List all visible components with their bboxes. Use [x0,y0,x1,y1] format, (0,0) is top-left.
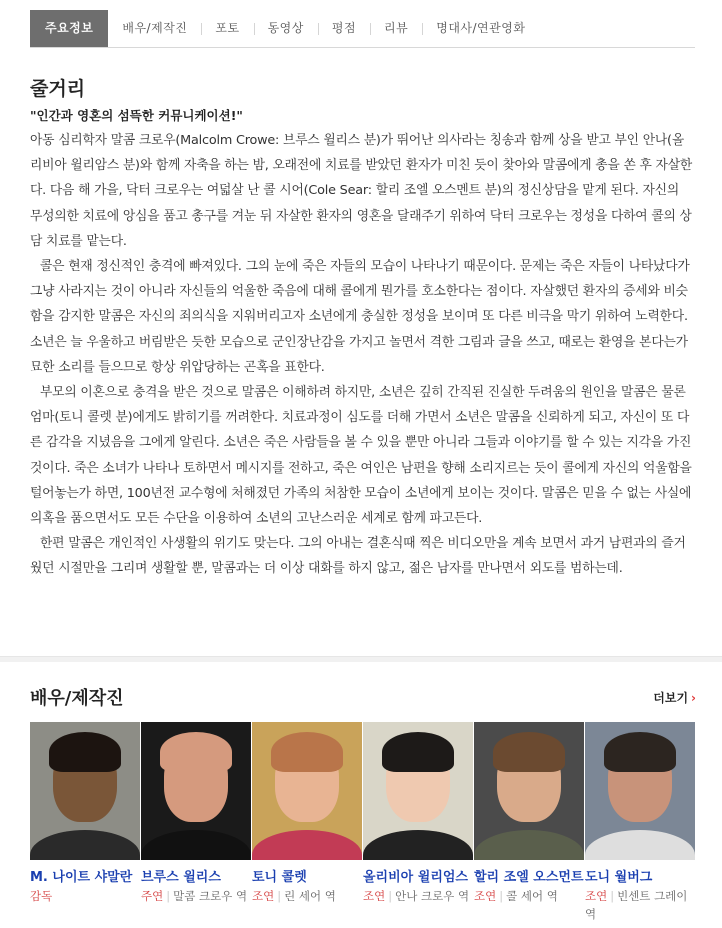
tab-video[interactable]: 동영상 [254,10,318,47]
tab-main-info[interactable]: 주요정보 [30,10,108,47]
role-separator: | [388,889,393,903]
synopsis-tagline: "인간과 영혼의 섬뜩한 커뮤니케이션!" [30,108,243,123]
portrait-hair [382,732,454,772]
cast-role [585,887,695,923]
synopsis-paragraph: 한편 말콤은 개인적인 사생활의 위기도 맞는다. 그의 아내는 결혼식때 찍은 비디오만을 계속 보면서 과거 남편과의 즐거웠던 시절만을 그리며 생활할 뿐, 말콤과는 더 이상 대화를 하지 않고, 젊은 남자를 만나면서 외도를 범하는데. [30,536,686,577]
synopsis-body [30,128,695,582]
cast-role-character: 말콤 크로우 역 [173,889,248,903]
cast-role [30,887,140,905]
cast-role-character: 빈센트 그레이 역 [585,889,688,921]
portrait-shoulders [474,830,584,860]
cast-photo[interactable] [363,722,473,860]
cast-card[interactable] [585,722,695,923]
cast-role-type: 감독 [30,889,53,903]
cast-name[interactable]: 할리 조엘 오스먼트 [474,870,584,885]
portrait-shoulders [30,830,140,860]
cast-card[interactable] [30,722,140,923]
cast-photo[interactable] [141,722,251,860]
cast-role-character: 콜 세어 역 [506,889,558,903]
cast-role [363,887,473,905]
portrait-hair [271,732,343,772]
role-separator: | [610,889,615,903]
cast-name[interactable]: 올리비아 윌리엄스 [363,870,468,885]
cast-role-type: 주연 [141,889,164,903]
cast-photo[interactable] [30,722,140,860]
section-divider [0,656,722,662]
tab-bar [30,10,695,48]
portrait-hair [160,732,232,772]
chevron-right-icon: › [691,691,696,705]
cast-card[interactable] [474,722,584,923]
cast-role-type: 조연 [585,889,608,903]
cast-photo[interactable] [585,722,695,860]
cast-name[interactable]: 도니 월버그 [585,870,653,885]
tab-rating[interactable]: 평점 [318,10,370,47]
cast-name[interactable]: 토니 콜렛 [252,870,307,885]
cast-role-type: 조연 [252,889,275,903]
portrait-shoulders [585,830,695,860]
synopsis-paragraph: 콜은 현재 정신적인 충격에 빠져있다. 그의 눈에 죽은 자들의 모습이 나타나기 때문이다. 문제는 죽은 자들이 나타났다가 그냥 사라지는 것이 아니라 자신들의 억울한 죽음에 대해 콜에게 뭔가를 호소한다는 점이다. 자살했던 환자의 증세와 비슷함을 감지한 말콤은 자신의 죄의식을 지워버리고자 소년에게 충실한 정성을 보이며 또 다른 비극을 막기 위하여 노력한다. 소년은 늘 우울하고 버림받은 듯한 모습으로 군인장난감을 가지고 놀면서 격한 그림과 글을 쓰고, 때로는 환영을 본다는가 묘한 소리를 들으므로 항상 위압당하는 곤혹을 표한다. [30,259,690,375]
cast-role-character: 린 세어 역 [284,889,336,903]
cast-card[interactable] [363,722,473,923]
role-separator: | [499,889,504,903]
portrait-shoulders [141,830,251,860]
synopsis-paragraph: 부모의 이혼으로 충격을 받은 것으로 말콤은 이해하려 하지만, 소년은 깊히 간직된 진실한 두려움의 원인을 말콤은 물론 엄마(토니 콜렛 분)에게도 밝히기를 꺼려한다. 치료과정이 심도를 더해 가면서 소년은 말콤을 신뢰하게 되고, 자신이 또 다른 감각을 지녔음을 그에게 알린다. 소년은 죽은 사람들을 볼 수 있을 뿐만 아니라 그들과 이야기를 할 수 있는 지각을 가진 것이다. 죽은 소녀가 나타나 토하면서 메시지를 전하고, 죽은 여인은 남편을 향해 소리지르는 듯이 콜에게 자신의 억울함을 털어놓는가 하면, 100년전 교수형에 처해졌던 가족의 처참한 모습이 소년에게 보이는 것이다. 말콤은 믿을 수 없는 사실에 의혹을 품으면서도 모든 수단을 이용하여 소년의 고난스러운 세계로 함께 파고든다. [30,385,692,527]
cast-photo[interactable] [252,722,362,860]
synopsis-title: 줄거리 [30,78,86,100]
cast-role [252,887,362,905]
tab-review[interactable]: 리뷰 [370,10,422,47]
tab-photo[interactable]: 포토 [201,10,253,47]
cast-role-type: 조연 [363,889,386,903]
tab-quotes-related[interactable]: 명대사/연관영화 [422,10,539,47]
cast-card[interactable] [141,722,251,923]
portrait-shoulders [252,830,362,860]
cast-list [30,722,695,923]
more-link[interactable] [653,689,696,706]
portrait-hair [493,732,565,772]
tab-cast-crew[interactable]: 배우/제작진 [122,21,188,35]
synopsis-paragraph: 아동 심리학자 말콤 크로우(Malcolm Crowe: 브루스 윌리스 분)가 뛰어난 의사라는 칭송과 함께 상을 받고 부인 안나(올리비아 윌리암스 분)와 함께 자축을 하는 밤, 오래전에 치료를 받았던 환자가 미친 듯이 찾아와 말콤에게 총을 쏜 후 자살한다. 다음 해 가을, 닥터 크로우는 여덟살 난 콜 시어(Cole Sear: 할리 조엘 오스멘트 분)의 정신상담을 맡게 된다. 자신의 무성의한 치료에 앙심을 품고 총구를 겨눈 뒤 자살한 환자의 영혼을 달래주기 위하여 닥터 크로우는 정성을 다하여 콜의 상담 치료를 맡는다. [30,133,693,249]
cast-section-title: 배우/제작진 [30,688,124,709]
cast-role [474,887,584,905]
cast-role-type: 조연 [474,889,497,903]
cast-role-character: 안나 크로우 역 [395,889,470,903]
cast-card[interactable] [252,722,362,923]
role-separator: | [166,889,171,903]
cast-role [141,887,251,905]
cast-name[interactable]: M. 나이트 샤말란 [30,870,133,885]
portrait-hair [49,732,121,772]
cast-name[interactable]: 브루스 윌리스 [141,870,221,885]
more-label: 더보기 [653,691,689,705]
portrait-hair [604,732,676,772]
portrait-shoulders [363,830,473,860]
role-separator: | [277,889,282,903]
cast-photo[interactable] [474,722,584,860]
